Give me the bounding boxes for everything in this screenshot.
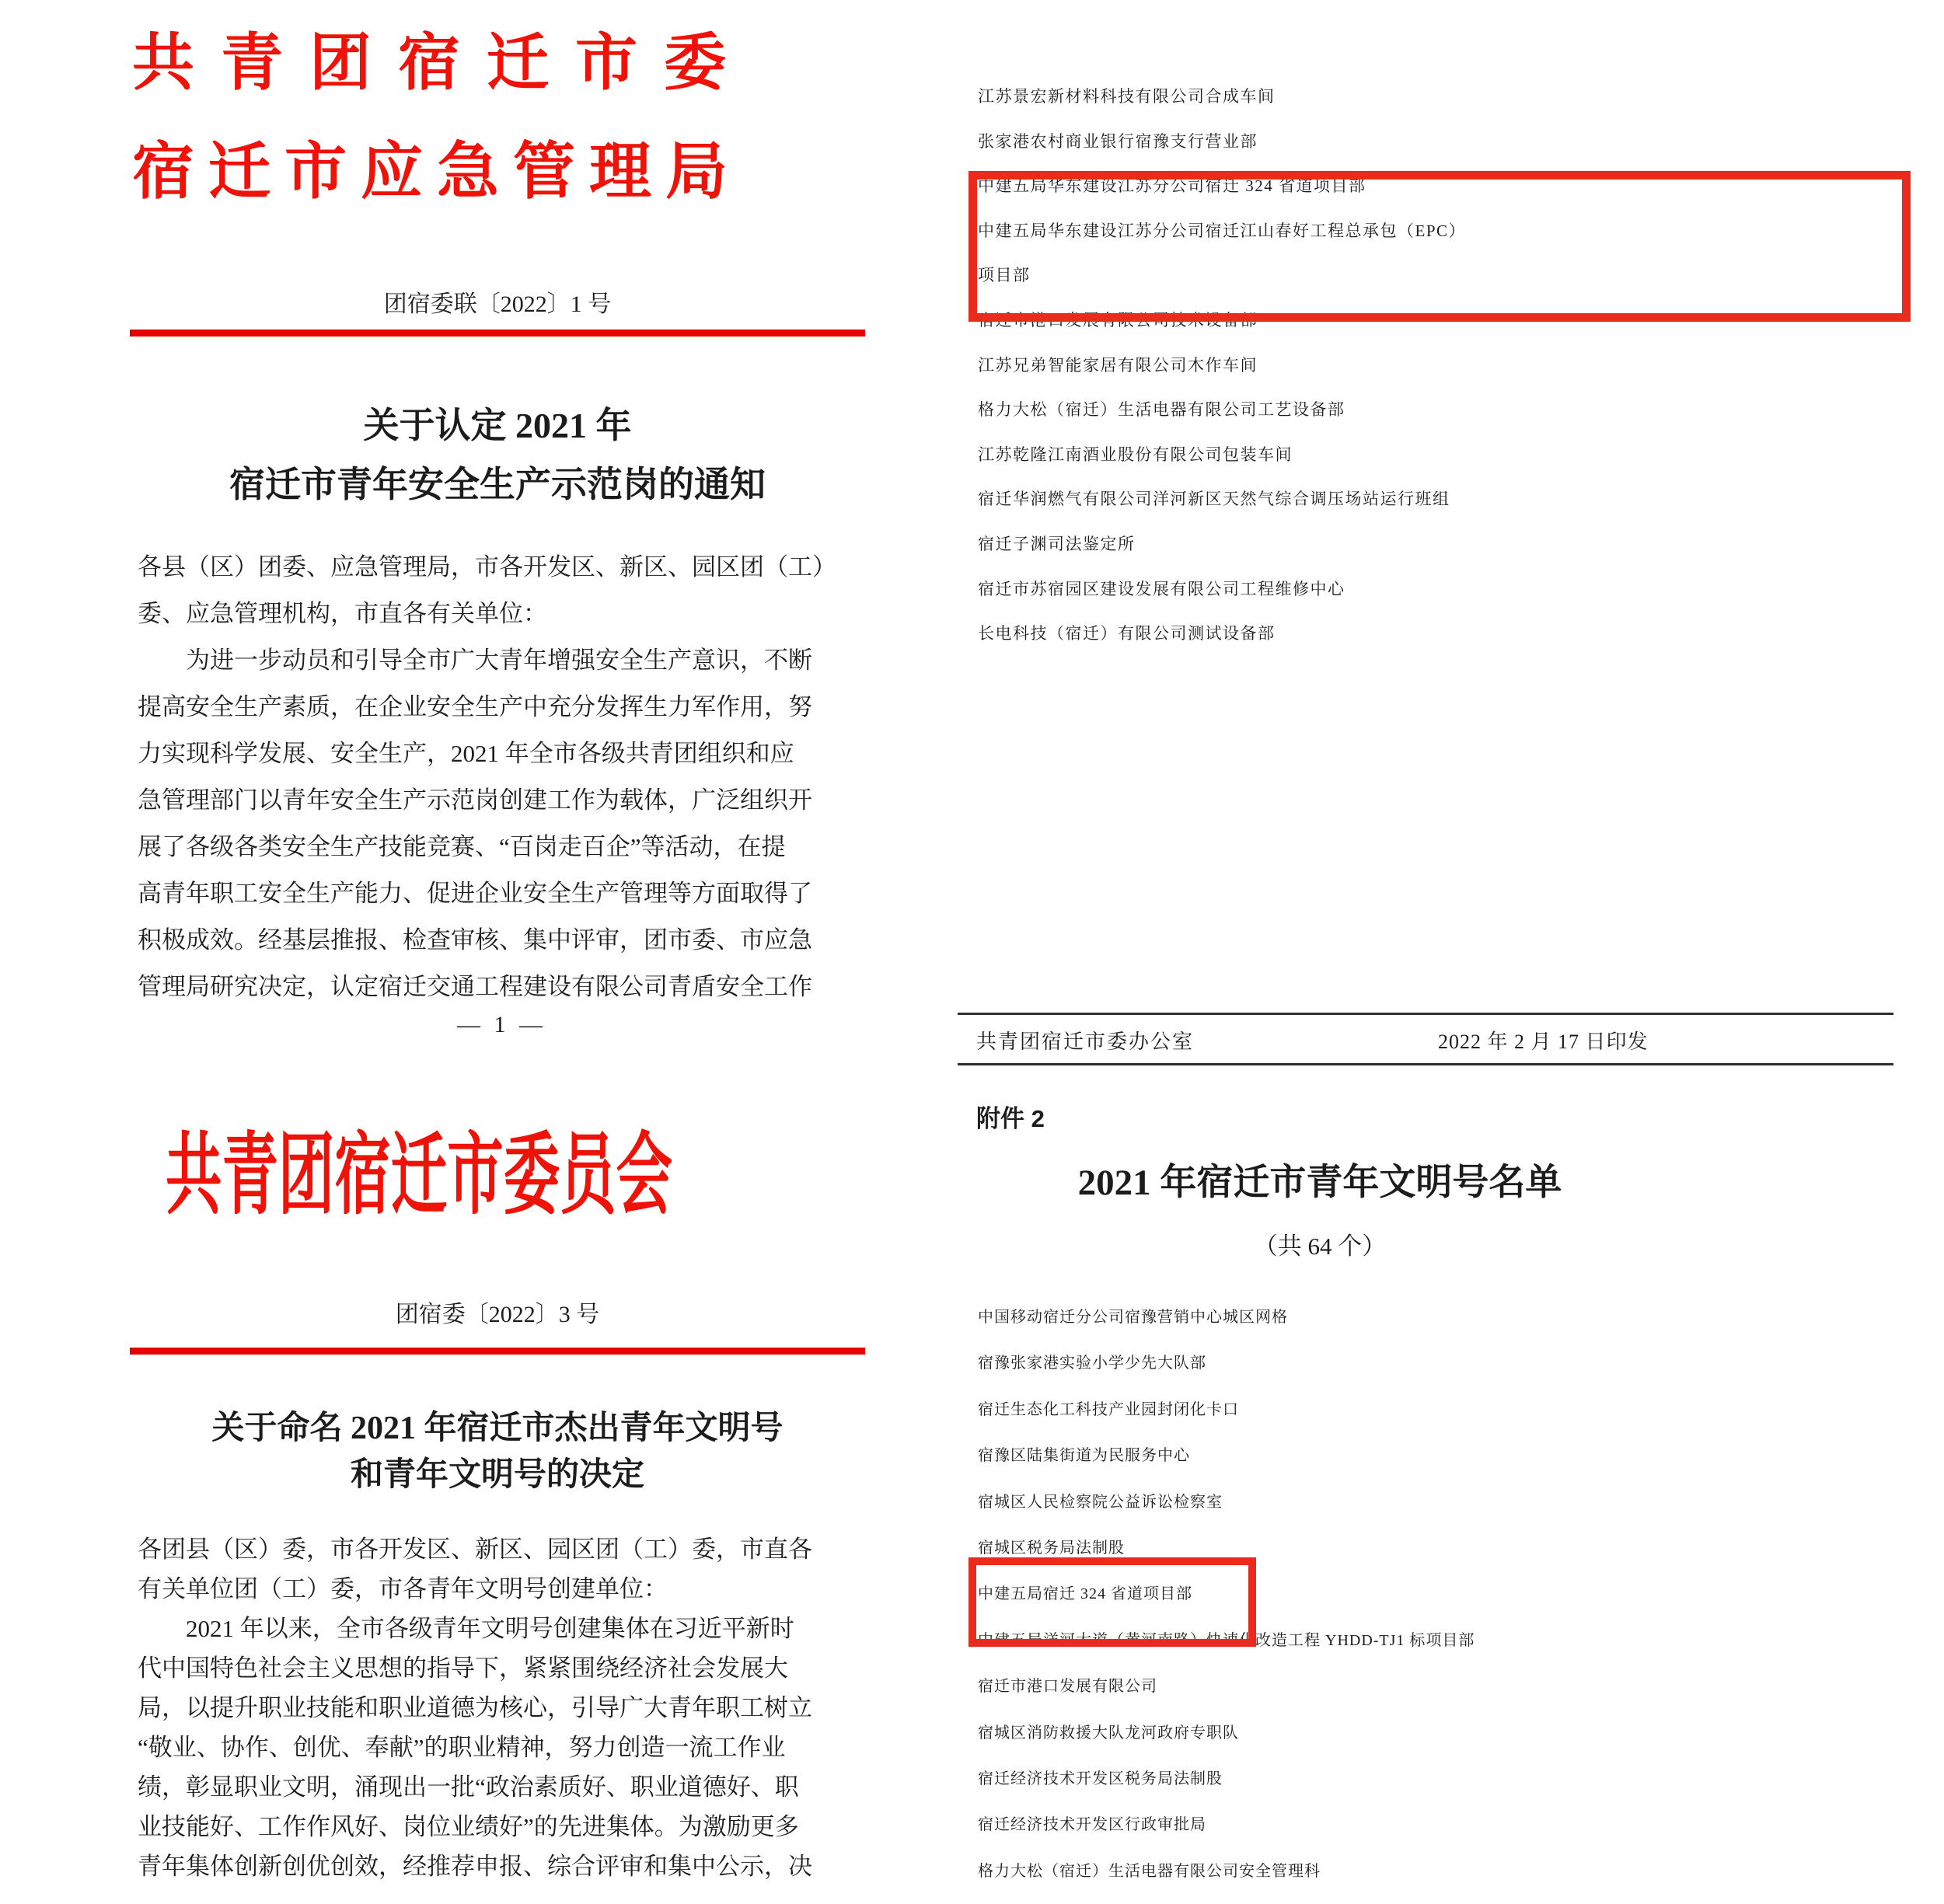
award-list-item: 宿迁生态化工科技产业园封闭化卡口 — [978, 1400, 1239, 1418]
award-list-item: 宿迁经济技术开发区税务局法制股 — [978, 1770, 1223, 1788]
award-list-item: 江苏景宏新材料科技有限公司合成车间 — [978, 87, 1276, 106]
award-list-item: 宿迁市港口发展有限公司技术设备部 — [978, 310, 1258, 330]
award-list-item: 中建五局华东建设江苏分公司宿迁江山春好工程总承包（EPC） — [978, 221, 1467, 240]
award-list-item: 格力大松（宿迁）生活电器有限公司安全管理科 — [978, 1862, 1321, 1880]
doc1-number: 团宿委联〔2022〕1 号 — [383, 291, 612, 317]
award-list-item: 宿城区税务局法制股 — [978, 1540, 1125, 1557]
award-list-item: 宿豫张家港实验小学少先大队部 — [978, 1355, 1206, 1372]
doc2-body-line: 2021 年以来，全市各级青年文明号创建集体在习近平新时 — [138, 1615, 794, 1642]
award-list-1 — [978, 75, 1466, 657]
doc2-body-line: 代中国特色社会主义思想的指导下，紧紧围绕经济社会发展大 — [138, 1655, 788, 1682]
doc1-body-line: 展了各级各类安全生产技能竞赛、“百岗走百企”等活动，在提 — [138, 833, 786, 860]
footer-rule-top — [958, 1013, 1893, 1015]
masthead-doc2: 共青团宿迁市委员会 — [166, 1126, 673, 1225]
footer-print-date: 2022 年 2 月 17 日印发 — [1438, 1030, 1649, 1053]
award-list-item: 江苏兄弟智能家居有限公司木作车间 — [978, 355, 1258, 375]
doc2-body-line: 青年集体创新创优创效，经推荐申报、综合评审和集中公示，决 — [138, 1853, 812, 1880]
award-list-item: 项目部 — [978, 266, 1031, 285]
award-list-item: 宿迁经济技术开发区行政审批局 — [978, 1816, 1206, 1834]
masthead-line: 宿迁市应急管理局 — [132, 138, 742, 207]
doc1-body-line: 高青年职工安全生产能力、促进企业安全生产管理等方面取得了 — [138, 880, 812, 907]
doc1-title — [132, 396, 863, 514]
doc1-body-line: 管理局研究决定，认定宿迁交通工程建设有限公司青盾安全工作 — [138, 973, 812, 1000]
attachment-label: 附件 2 — [976, 1105, 1045, 1132]
footer-office: 共青团宿迁市委办公室 — [976, 1030, 1195, 1053]
award-list-item: 宿城区人民检察院公益诉讼检察室 — [978, 1493, 1223, 1511]
doc2-title-line: 和青年文明号的决定 — [350, 1457, 644, 1493]
footer-rule-bottom — [958, 1063, 1893, 1065]
award-list-item: 格力大松（宿迁）生活电器有限公司工艺设备部 — [978, 400, 1345, 420]
award-list-item: 中建五局宿迁 324 省道项目部 — [978, 1585, 1192, 1603]
doc1-body — [138, 544, 876, 1010]
award-list-item: 中国移动宿迁分公司宿豫营销中心城区网格 — [978, 1309, 1288, 1326]
doc2-body-line: 局，以提升职业技能和职业道德为核心，引导广大青年职工树立 — [138, 1694, 812, 1721]
page-number: — 1 — — [457, 1012, 546, 1037]
doc1-body-line: 积极成效。经基层推报、检查审核、集中评审，团市委、市应急 — [138, 926, 812, 954]
doc2-body-line: “敬业、协作、创优、奉献”的职业精神，努力创造一流工作业 — [138, 1734, 786, 1761]
red-divider-rule — [130, 1348, 865, 1355]
award-list-item: 中建五局华东建设江苏分公司宿迁 324 省道项目部 — [978, 176, 1366, 196]
attachment-title: 2021 年宿迁市青年文明号名单 — [1077, 1163, 1562, 1203]
award-list-item: 宿迁市苏宿园区建设发展有限公司工程维修中心 — [978, 579, 1345, 598]
attachment-count: （共 64 个） — [1253, 1233, 1387, 1260]
masthead-doc1 — [132, 28, 752, 208]
doc2-number: 团宿委〔2022〕3 号 — [395, 1302, 600, 1327]
doc2-body-line: 各团县（区）委，市各开发区、新区、园区团（工）委，市直各 — [138, 1536, 812, 1563]
masthead-line: 共青团宿迁市委 — [132, 30, 752, 98]
doc1-title-line: 关于认定 2021 年 — [363, 406, 632, 445]
doc1-body-line: 力实现科学发展、安全生产，2021 年全市各级共青团组织和应 — [138, 740, 794, 767]
doc2-title-line: 关于命名 2021 年宿迁市杰出青年文明号 — [211, 1411, 784, 1446]
doc2-body — [138, 1529, 876, 1886]
red-divider-rule — [130, 330, 865, 337]
doc1-body-line: 急管理部门以青年安全生产示范岗创建工作为载体，广泛组织开 — [138, 786, 812, 814]
award-list-item: 中建五局洋河大道（黄河南路）快速化改造工程 YHDD-TJ1 标项目部 — [978, 1631, 1475, 1649]
award-list-item: 宿迁子渊司法鉴定所 — [978, 534, 1136, 553]
doc1-body-line: 为进一步动员和引导全市广大青年增强安全生产意识，不断 — [138, 647, 812, 674]
award-list-item: 长电科技（宿迁）有限公司测试设备部 — [978, 624, 1276, 643]
doc2-body-line: 业技能好、工作作风好、岗位业绩好”的先进集体。为激励更多 — [138, 1813, 799, 1840]
award-list-item: 宿豫区陆集街道为民服务中心 — [978, 1447, 1190, 1465]
doc1-body-line: 提高安全生产素质，在企业安全生产中充分发挥生力军作用，努 — [138, 693, 812, 720]
award-list-item: 江苏乾隆江南酒业股份有限公司包装车间 — [978, 445, 1293, 464]
doc1-title-line: 宿迁市青年安全生产示范岗的通知 — [229, 465, 766, 504]
award-list-item: 张家港农村商业银行宿豫支行营业部 — [978, 131, 1258, 151]
doc2-body-line: 有关单位团（工）委，市各青年文明号创建单位： — [138, 1575, 668, 1602]
award-list-item: 宿城区消防救援大队龙河政府专职队 — [978, 1724, 1239, 1742]
doc1-body-line: 各县（区）团委、应急管理局，市各开发区、新区、园区团（工） — [138, 553, 836, 581]
doc2-title — [132, 1405, 863, 1498]
doc1-body-line: 委、应急管理机构，市直各有关单位： — [138, 600, 547, 627]
doc2-body-line: 绩，彰显职业文明，涌现出一批“政治素质好、职业道德好、职 — [138, 1773, 799, 1801]
award-list-item: 宿迁市港口发展有限公司 — [978, 1678, 1157, 1696]
award-list-2 — [978, 1295, 1475, 1895]
award-list-item: 宿迁华润燃气有限公司洋河新区天然气综合调压场站运行班组 — [978, 490, 1450, 509]
